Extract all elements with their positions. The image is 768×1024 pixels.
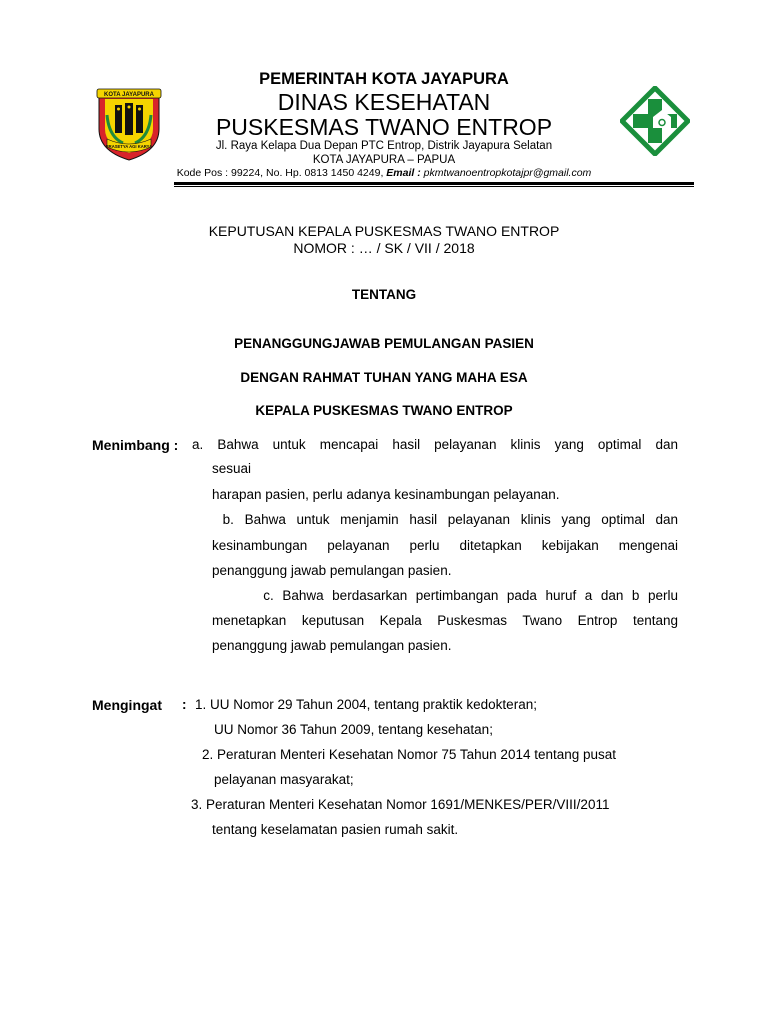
kepala-heading: KEPALA PUSKESMAS TWANO ENTROP — [255, 403, 513, 418]
menimbang-label: Menimbang : — [92, 437, 179, 453]
tentang-heading: TENTANG — [351, 287, 417, 302]
mengingat-line-2: 2. Peraturan Menteri Kesehatan Nomor 75 Tahun 2014 tentang pusat — [202, 747, 617, 762]
header-government: PEMERINTAH KOTA JAYAPURA — [259, 70, 509, 88]
menimbang-line-a2: sesuai — [212, 461, 252, 476]
decree-number: NOMOR : … / SK / VII / 2018 — [293, 240, 475, 256]
mengingat-label: Mengingat — [92, 697, 162, 713]
menimbang-line-a1: a. Bahwa untuk mencapai hasil pelayanan klinis yang optimal dan — [192, 437, 678, 452]
menimbang-line-b1: b. Bahwa untuk menjamin hasil pelayanan klinis yang optimal dan — [212, 512, 678, 527]
letterhead-rule-thick — [174, 182, 694, 185]
emblem-bottom-text: PRASETYA AGI KARYA — [105, 144, 153, 149]
contact-info: Kode Pos : 99224, No. Hp. 0813 1450 4249, — [176, 167, 387, 179]
menimbang-line-c3: penanggung jawab pemulangan pasien. — [212, 638, 452, 653]
menimbang-line-c2: menetapkan keputusan Kepala Puskesmas Twano Entrop tentang — [212, 613, 678, 628]
mengingat-colon: : — [182, 697, 187, 712]
header-address: Jl. Raya Kelapa Dua Depan PTC Entrop, Distrik Jayapura Selatan — [215, 140, 553, 152]
menimbang-line-b2: kesinambungan pelayanan perlu ditetapkan kebijakan mengenai — [212, 538, 678, 553]
email-address: pkmtwanoentropkotajpr@gmail.com — [423, 167, 592, 179]
mengingat-line-1b: UU Nomor 36 Tahun 2009, tentang kesehatan; — [214, 722, 493, 737]
header-dinas: DINAS KESEHATAN — [277, 89, 491, 115]
mengingat-line-3: 3. Peraturan Menteri Kesehatan Nomor 1691/MENKES/PER/VIII/2011 — [191, 797, 610, 812]
letterhead-rule-thin — [174, 186, 694, 187]
header-city: KOTA JAYAPURA – PAPUA — [312, 154, 456, 166]
menimbang-line-c1: c. Bahwa berdasarkan pertimbangan pada huruf a dan b perlu — [212, 588, 678, 603]
mengingat-line-2b: pelayanan masyarakat; — [214, 772, 354, 787]
menimbang-line-b3: penanggung jawab pemulangan pasien. — [212, 563, 452, 578]
menimbang-line-a3: harapan pasien, perlu adanya kesinambungan pelayanan. — [212, 487, 560, 502]
decree-subject: PENANGGUNGJAWAB PEMULANGAN PASIEN — [234, 336, 534, 351]
email-label: Email : — [386, 167, 424, 179]
mengingat-line-1: 1. UU Nomor 29 Tahun 2004, tentang praktik kedokteran; — [195, 697, 537, 712]
rahmat-heading: DENGAN RAHMAT TUHAN YANG MAHA ESA — [240, 370, 528, 385]
decree-title: KEPUTUSAN KEPALA PUSKESMAS TWANO ENTROP — [208, 223, 560, 239]
emblem-top-text: KOTA JAYAPURA — [104, 92, 154, 98]
header-contact — [0, 167, 768, 179]
header-puskesmas: PUSKESMAS TWANO ENTROP — [215, 114, 553, 140]
mengingat-line-3b: tentang keselamatan pasien rumah sakit. — [212, 822, 459, 837]
